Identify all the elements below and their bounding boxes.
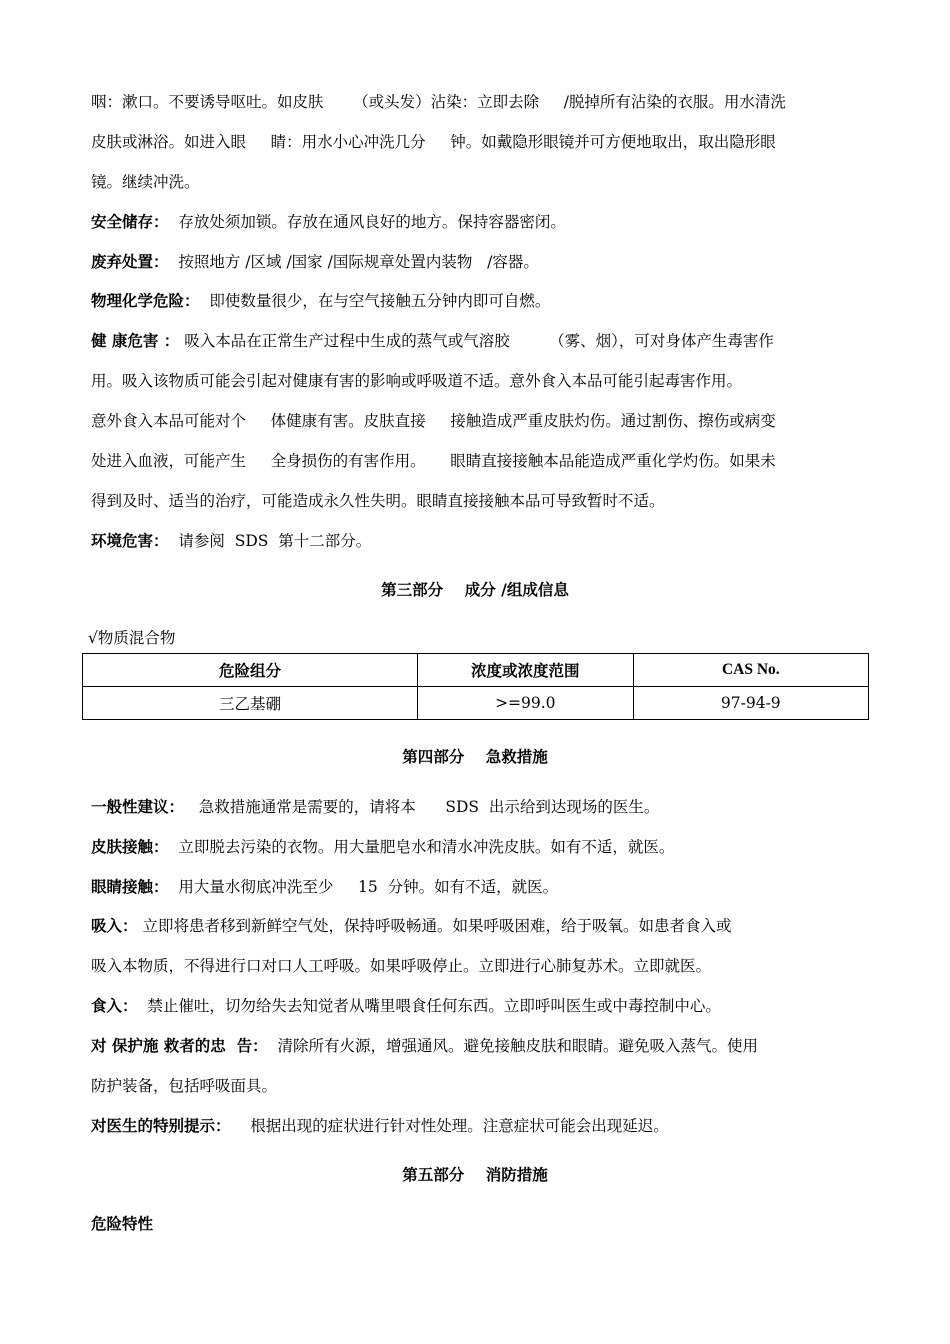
- eye-contact-entry: [91, 877, 871, 897]
- health-line: 用。吸入该物质可能会引起对健康有害的影响或呼吸道不适。意外食入本品可能引起毒害作用。: [91, 372, 743, 390]
- doctor-note-text: 根据出现的症状进行针对性处理。注意症状可能会出现延迟。: [230, 1117, 669, 1135]
- physchem-label: 物理化学危险：: [91, 291, 200, 310]
- disposal-text: 按照地方 /区域 /国家 /国际规章处置内装物 /容器。: [168, 253, 539, 271]
- hazard-characteristics-label: 危险特性: [91, 1214, 154, 1233]
- disposal-label: 废弃处置：: [91, 252, 169, 271]
- doctor-note-label: 对医生的特别提示：: [91, 1116, 231, 1135]
- eye-contact-label: 眼睛接触：: [91, 877, 169, 896]
- section3-title: 第三部分 成分 /组成信息: [381, 580, 569, 599]
- health-text: 吸入本品在正常生产过程中生成的蒸气或气溶胶 （雾、烟），可对身体产生毒害作: [179, 332, 774, 350]
- rescuer-entry: [91, 1036, 871, 1056]
- environment-entry: [91, 531, 871, 551]
- header-concentration: 浓度或浓度范围: [418, 654, 634, 687]
- composition-table: [82, 653, 869, 720]
- inhalation-entry: [91, 916, 871, 936]
- paragraph-line: 镜。继续冲洗。: [91, 173, 200, 191]
- mixture-check: √物质混合物: [88, 629, 176, 647]
- health-entry: [91, 331, 871, 351]
- header-cas: CAS No.: [633, 654, 868, 687]
- general-advice-entry: [91, 797, 871, 817]
- disposal-entry: [91, 252, 871, 272]
- table-header-row: [83, 654, 869, 687]
- storage-text: 存放处须加锁。存放在通风良好的地方。保持容器密闭。: [168, 213, 566, 231]
- skin-contact-text: 立即脱去污染的衣物。用大量肥皂水和清水冲洗皮肤。如有不适，就医。: [168, 838, 675, 856]
- rescuer-line: 防护装备，包括呼吸面具。: [91, 1077, 278, 1095]
- health-line: 得到及时、适当的治疗，可能造成永久性失明。眼睛直接接触本品可导致暂时不适。: [91, 492, 665, 510]
- health-line: 处进入血液，可能产生 全身损伤的有害作用。 眼睛直接接触本品能造成严重化学灼伤。如果未: [91, 452, 776, 470]
- storage-entry: [91, 212, 871, 232]
- ingestion-text: 禁止催吐，切勿给失去知觉者从嘴里喂食任何东西。立即呼叫医生或中毒控制中心。: [137, 997, 721, 1015]
- rescuer-label: 对 保护施 救者的忠 告：: [91, 1036, 268, 1055]
- skin-contact-label: 皮肤接触：: [91, 837, 169, 856]
- doctor-note-entry: [91, 1116, 871, 1136]
- health-label: 健 康危害 ：: [91, 331, 180, 350]
- inhalation-text: 立即将患者移到新鲜空气处，保持呼吸畅通。如果呼吸困难，给于吸氧。如患者食入或: [137, 917, 732, 935]
- skin-contact-entry: [91, 837, 871, 857]
- storage-label: 安全储存：: [91, 212, 169, 231]
- table-row: [83, 687, 869, 720]
- rescuer-text: 清除所有火源，增强通风。避免接触皮肤和眼睛。避免吸入蒸气。使用: [267, 1037, 758, 1055]
- ingestion-label: 食入：: [91, 996, 138, 1015]
- cell-cas: 97-94-9: [633, 687, 868, 720]
- inhalation-label: 吸入：: [91, 916, 138, 935]
- cell-concentration: >=99.0: [418, 687, 634, 720]
- environment-label: 环境危害：: [91, 531, 169, 550]
- cell-component: 三乙基硼: [83, 687, 418, 720]
- header-component: 危险组分: [83, 654, 418, 687]
- health-line: 意外食入本品可能对个 体健康有害。皮肤直接 接触造成严重皮肤灼伤。通过割伤、擦伤或病变: [91, 412, 776, 430]
- section5-title: 第五部分 消防措施: [402, 1165, 548, 1184]
- general-advice-label: 一般性建议：: [91, 797, 185, 816]
- ingestion-entry: [91, 996, 871, 1016]
- physchem-entry: [91, 291, 871, 311]
- physchem-text: 即使数量很少，在与空气接触五分钟内即可自燃。: [199, 292, 551, 310]
- paragraph-line: 咽：漱口。不要诱导呕吐。如皮肤 （或头发）沾染：立即去除 /脱掉所有沾染的衣服。用水清洗: [91, 93, 786, 111]
- inhalation-line: 吸入本物质，不得进行口对口人工呼吸。如果呼吸停止。立即进行心肺复苏术。立即就医。: [91, 957, 712, 975]
- paragraph-line: 皮肤或淋浴。如进入眼 睛：用水小心冲洗几分 钟。如戴隐形眼镜并可方便地取出，取出隐形眼: [91, 133, 776, 151]
- general-advice-text: 急救措施通常是需要的，请将本 SDS 出示给到达现场的医生。: [184, 798, 660, 816]
- section4-title: 第四部分 急救措施: [402, 747, 548, 766]
- environment-text: 请参阅 SDS 第十二部分。: [168, 532, 372, 550]
- eye-contact-text: 用大量水彻底冲洗至少 15 分钟。如有不适，就医。: [168, 878, 559, 896]
